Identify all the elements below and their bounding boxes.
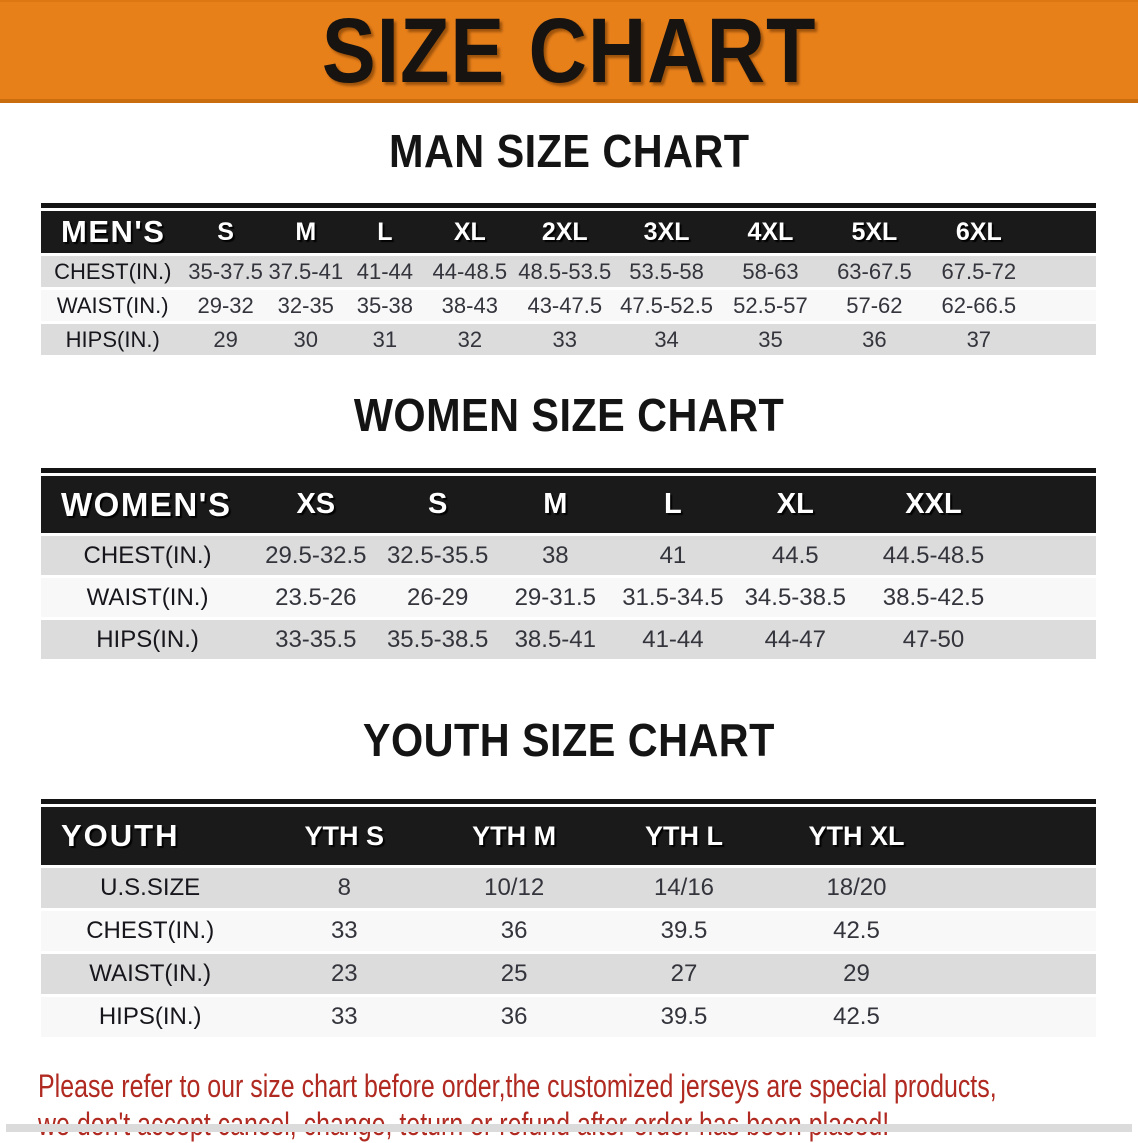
size-value-youth-3-3: 42.5 xyxy=(769,997,944,1037)
size-column-header-women-4: XL xyxy=(733,476,857,533)
size-value-women-1-3: 31.5-34.5 xyxy=(613,578,733,617)
size-tables-container xyxy=(0,125,1138,1040)
row-label-youth-2: WAIST(IN.) xyxy=(41,954,259,994)
size-value-women-1-4: 34.5-38.5 xyxy=(733,578,857,617)
size-value-women-0-2: 38 xyxy=(498,536,613,575)
size-value-youth-0-0: 8 xyxy=(259,868,429,908)
table-row-women-0 xyxy=(41,536,1096,575)
size-value-youth-1-0: 33 xyxy=(259,911,429,951)
size-value-man-1-4: 43-47.5 xyxy=(515,290,615,321)
table-corner-label-man: MEN'S xyxy=(41,211,184,253)
size-value-youth-3-2: 39.5 xyxy=(599,997,769,1037)
size-column-header-women-5: XXL xyxy=(858,476,1010,533)
size-column-header-youth-1: YTH M xyxy=(429,807,599,865)
table-header-row-youth xyxy=(41,807,1096,865)
row-filler-cell xyxy=(1032,324,1096,355)
table-row-man-0 xyxy=(41,256,1096,287)
size-value-man-0-7: 63-67.5 xyxy=(823,256,926,287)
size-value-man-2-1: 30 xyxy=(267,324,345,355)
size-value-man-0-3: 44-48.5 xyxy=(425,256,515,287)
size-column-header-man-7: 5XL xyxy=(823,211,926,253)
size-value-man-1-7: 57-62 xyxy=(823,290,926,321)
size-value-man-1-2: 35-38 xyxy=(345,290,425,321)
bottom-strip xyxy=(6,1124,1132,1132)
size-value-youth-2-2: 27 xyxy=(599,954,769,994)
row-filler-cell xyxy=(1009,536,1096,575)
table-corner-label-women: WOMEN'S xyxy=(41,476,254,533)
size-value-man-2-5: 34 xyxy=(615,324,718,355)
row-filler-cell xyxy=(944,868,1096,908)
size-value-women-0-1: 32.5-35.5 xyxy=(378,536,498,575)
table-corner-label-youth: YOUTH xyxy=(41,807,259,865)
size-value-women-0-0: 29.5-32.5 xyxy=(254,536,377,575)
size-table-women xyxy=(41,468,1096,662)
size-value-women-0-5: 44.5-48.5 xyxy=(858,536,1010,575)
section-heading-text-women: WOMEN SIZE CHART xyxy=(353,389,785,441)
table-header-row-women xyxy=(41,476,1096,533)
size-table-man xyxy=(41,203,1096,358)
size-value-women-2-0: 33-35.5 xyxy=(254,620,377,659)
size-value-women-1-2: 29-31.5 xyxy=(498,578,613,617)
section-heading-man xyxy=(0,125,1138,189)
size-chart-title: SIZE CHART xyxy=(321,0,817,102)
size-value-man-0-0: 35-37.5 xyxy=(184,256,266,287)
size-value-women-2-3: 41-44 xyxy=(613,620,733,659)
size-value-man-0-2: 41-44 xyxy=(345,256,425,287)
size-value-man-2-6: 35 xyxy=(718,324,822,355)
size-value-youth-3-1: 36 xyxy=(429,997,599,1037)
size-value-man-0-5: 53.5-58 xyxy=(615,256,718,287)
row-label-women-1: WAIST(IN.) xyxy=(41,578,254,617)
size-value-youth-1-2: 39.5 xyxy=(599,911,769,951)
table-row-man-1 xyxy=(41,290,1096,321)
size-column-header-man-2: L xyxy=(345,211,425,253)
size-column-header-man-6: 4XL xyxy=(718,211,822,253)
size-column-header-man-5: 3XL xyxy=(615,211,718,253)
size-column-header-man-3: XL xyxy=(425,211,515,253)
row-filler-cell xyxy=(944,954,1096,994)
size-value-man-1-6: 52.5-57 xyxy=(718,290,822,321)
table-row-youth-3 xyxy=(41,997,1096,1037)
header-filler-cell xyxy=(944,807,1096,865)
size-column-header-youth-3: YTH XL xyxy=(769,807,944,865)
size-column-header-youth-0: YTH S xyxy=(259,807,429,865)
table-row-women-2 xyxy=(41,620,1096,659)
table-header-row-man xyxy=(41,211,1096,253)
size-value-youth-0-1: 10/12 xyxy=(429,868,599,908)
size-column-header-man-8: 6XL xyxy=(926,211,1031,253)
size-value-man-2-3: 32 xyxy=(425,324,515,355)
size-value-women-0-4: 44.5 xyxy=(733,536,857,575)
size-value-man-0-6: 58-63 xyxy=(718,256,822,287)
size-value-youth-1-3: 42.5 xyxy=(769,911,944,951)
section-heading-text-man: MAN SIZE CHART xyxy=(388,125,750,177)
size-value-youth-3-0: 33 xyxy=(259,997,429,1037)
size-table-youth xyxy=(41,799,1096,1040)
row-label-women-0: CHEST(IN.) xyxy=(41,536,254,575)
table-row-youth-1 xyxy=(41,911,1096,951)
size-value-man-2-0: 29 xyxy=(184,324,266,355)
row-label-man-1: WAIST(IN.) xyxy=(41,290,184,321)
row-label-youth-1: CHEST(IN.) xyxy=(41,911,259,951)
size-value-man-0-1: 37.5-41 xyxy=(267,256,345,287)
size-value-women-2-5: 47-50 xyxy=(858,620,1010,659)
footer-note-line-1: Please refer to our size chart before order,the customized jerseys are special products, xyxy=(38,1068,997,1104)
size-value-women-1-0: 23.5-26 xyxy=(254,578,377,617)
size-value-women-2-1: 35.5-38.5 xyxy=(378,620,498,659)
row-filler-cell xyxy=(1009,578,1096,617)
size-value-youth-2-3: 29 xyxy=(769,954,944,994)
row-filler-cell xyxy=(1032,256,1096,287)
row-label-man-2: HIPS(IN.) xyxy=(41,324,184,355)
row-filler-cell xyxy=(1009,620,1096,659)
size-column-header-women-0: XS xyxy=(254,476,377,533)
size-value-youth-2-1: 25 xyxy=(429,954,599,994)
row-label-youth-0: U.S.SIZE xyxy=(41,868,259,908)
header-filler-cell xyxy=(1032,211,1096,253)
section-heading-youth xyxy=(0,714,1138,778)
size-value-youth-0-2: 14/16 xyxy=(599,868,769,908)
size-value-man-1-3: 38-43 xyxy=(425,290,515,321)
table-row-man-2 xyxy=(41,324,1096,355)
table-row-youth-2 xyxy=(41,954,1096,994)
size-value-man-1-0: 29-32 xyxy=(184,290,266,321)
header-filler-cell xyxy=(1009,476,1096,533)
size-value-youth-2-0: 23 xyxy=(259,954,429,994)
size-value-man-1-8: 62-66.5 xyxy=(926,290,1031,321)
size-value-women-2-2: 38.5-41 xyxy=(498,620,613,659)
section-heading-women xyxy=(0,389,1138,453)
size-column-header-women-1: S xyxy=(378,476,498,533)
size-value-man-1-5: 47.5-52.5 xyxy=(615,290,718,321)
row-filler-cell xyxy=(944,911,1096,951)
row-filler-cell xyxy=(944,997,1096,1037)
size-value-man-2-4: 33 xyxy=(515,324,615,355)
size-column-header-man-0: S xyxy=(184,211,266,253)
size-column-header-youth-2: YTH L xyxy=(599,807,769,865)
size-value-youth-1-1: 36 xyxy=(429,911,599,951)
size-value-man-2-8: 37 xyxy=(926,324,1031,355)
size-column-header-man-4: 2XL xyxy=(515,211,615,253)
size-column-header-women-2: M xyxy=(498,476,613,533)
size-value-man-1-1: 32-35 xyxy=(267,290,345,321)
size-value-man-2-2: 31 xyxy=(345,324,425,355)
size-value-man-0-8: 67.5-72 xyxy=(926,256,1031,287)
size-chart-banner xyxy=(0,0,1138,103)
row-label-youth-3: HIPS(IN.) xyxy=(41,997,259,1037)
size-value-women-1-5: 38.5-42.5 xyxy=(858,578,1010,617)
size-value-women-1-1: 26-29 xyxy=(378,578,498,617)
row-label-women-2: HIPS(IN.) xyxy=(41,620,254,659)
size-column-header-women-3: L xyxy=(613,476,733,533)
size-value-man-0-4: 48.5-53.5 xyxy=(515,256,615,287)
size-value-women-2-4: 44-47 xyxy=(733,620,857,659)
table-row-youth-0 xyxy=(41,868,1096,908)
section-heading-text-youth: YOUTH SIZE CHART xyxy=(362,714,776,766)
size-column-header-man-1: M xyxy=(267,211,345,253)
size-value-women-0-3: 41 xyxy=(613,536,733,575)
size-value-man-2-7: 36 xyxy=(823,324,926,355)
table-row-women-1 xyxy=(41,578,1096,617)
row-filler-cell xyxy=(1032,290,1096,321)
row-label-man-0: CHEST(IN.) xyxy=(41,256,184,287)
size-value-youth-0-3: 18/20 xyxy=(769,868,944,908)
